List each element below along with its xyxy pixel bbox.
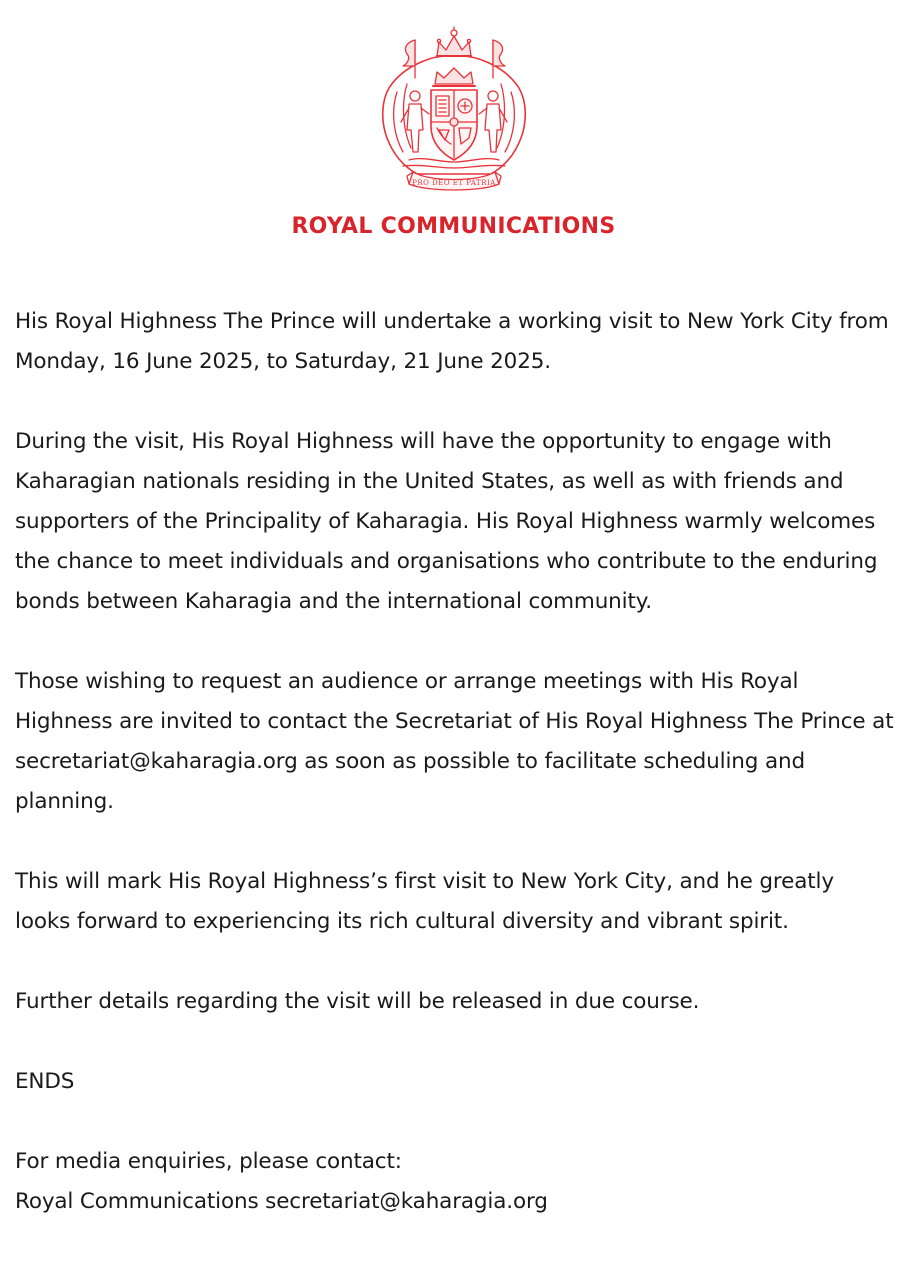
royal-coat-of-arms-icon <box>373 26 535 196</box>
paragraph-further-details: Further details regarding the visit will be released in due course. <box>15 989 700 1014</box>
release-body <box>15 302 895 1222</box>
page-title: ROYAL COMMUNICATIONS <box>291 214 616 239</box>
paragraph-first-visit: This will mark His Royal Highness’s first visit to New York City, and he greatly looks forward to experiencing its rich cultural diversity and vibrant spirit. <box>15 869 834 934</box>
paragraph-audience-requests: Those wishing to request an audience or arrange meetings with His Royal Highness are invited to contact the Secretariat of His Royal Highness The Prince at secretariat@kaharagia.org as soon as possible to facilitate scheduling and planning. <box>15 669 894 814</box>
paragraph-visit-purpose: During the visit, His Royal Highness will have the opportunity to engage with Kaharagian nationals residing in the United States, as well as with friends and supporters of the Principality of Kaharagia. His Royal Highness warmly welcomes the chance to meet individuals and organisations who contribute to the enduring bonds between Kaharagia and the international community. <box>15 429 878 614</box>
media-contact-intro: For media enquiries, please contact: <box>15 1149 402 1174</box>
ends-marker: ENDS <box>15 1069 75 1094</box>
media-contact-details: Royal Communications secretariat@kaharagia.org <box>15 1189 548 1214</box>
paragraph-visit-dates: His Royal Highness The Prince will undertake a working visit to New York City from Monday, 16 June 2025, to Saturday, 21 June 2025. <box>15 309 889 374</box>
svg-text:PRO DEO ET PATRIA: PRO DEO ET PATRIA <box>412 179 496 187</box>
